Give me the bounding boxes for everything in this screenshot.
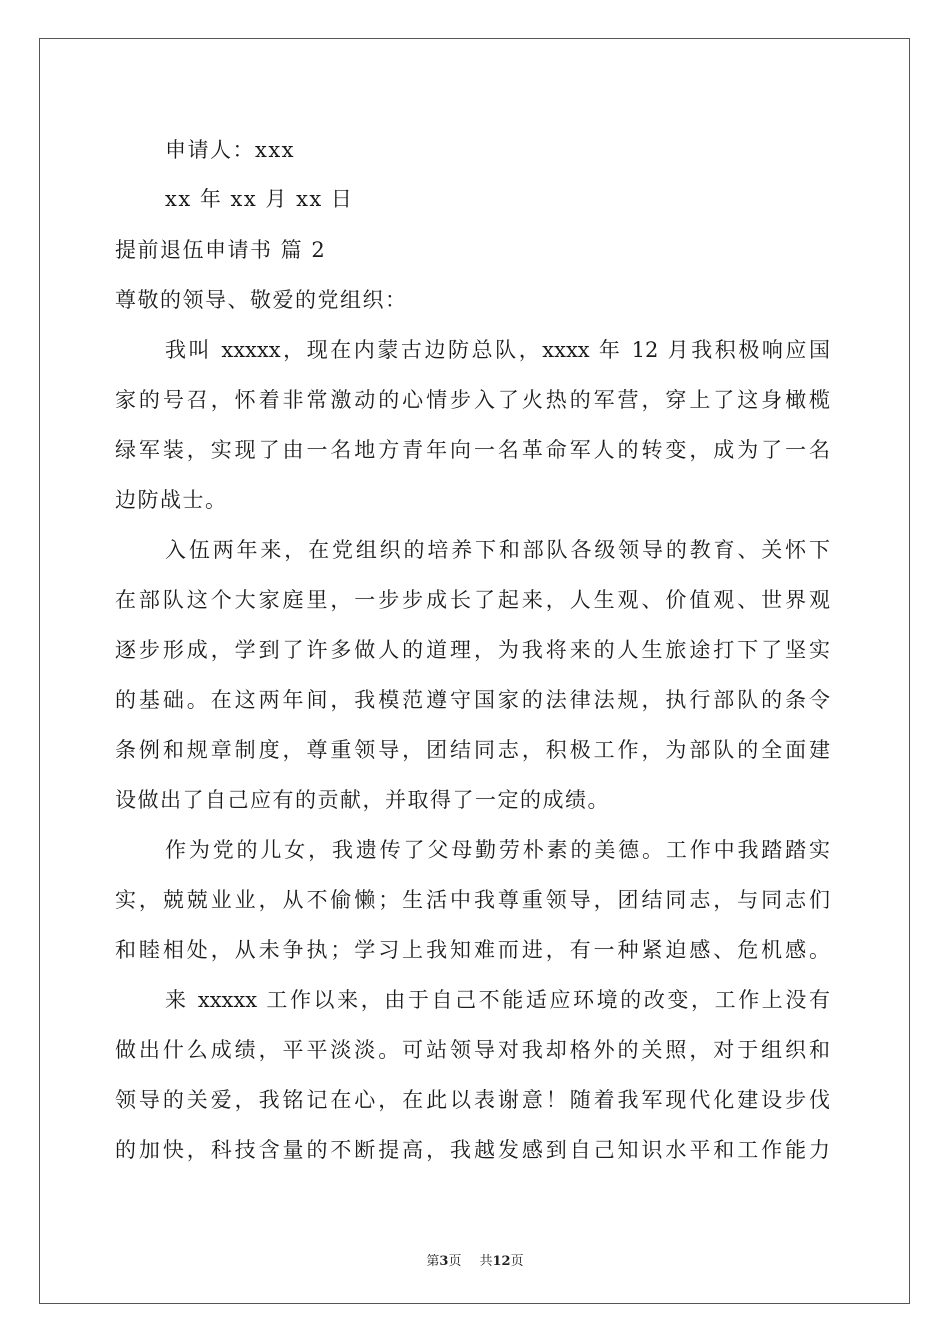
page-footer — [0, 1250, 950, 1269]
paragraph-line: 我叫 xxxxx，现在内蒙古边防总队，xxxx 年 12 月我积极响应国 — [165, 338, 830, 362]
section-title: 提前退伍申请书 篇 2 — [115, 238, 327, 262]
paragraph-line: 在部队这个大家庭里，一步步成长了起来，人生观、价值观、世界观 — [115, 588, 830, 612]
paragraph-line: 入伍两年来，在党组织的培养下和部队各级领导的教育、关怀下 — [165, 538, 830, 562]
paragraph-line: 和睦相处，从未争执；学习上我知难而进，有一种紧迫感、危机感。 — [115, 938, 830, 962]
date-line: xx 年 xx 月 xx 日 — [165, 187, 354, 211]
total-label-prefix: 共 — [479, 1254, 493, 1269]
paragraph-line: 家的号召，怀着非常激动的心情步入了火热的军营，穿上了这身橄榄 — [115, 388, 830, 412]
salutation: 尊敬的领导、敬爱的党组织： — [115, 288, 408, 312]
paragraph-line: 来 xxxxx 工作以来，由于自己不能适应环境的改变，工作上没有 — [165, 988, 830, 1012]
paragraph-line: 绿军装，实现了由一名地方青年向一名革命军人的转变，成为了一名 — [115, 438, 830, 462]
paragraph-line: 设做出了自己应有的贡献，并取得了一定的成绩。 — [115, 788, 610, 812]
paragraph-line: 逐步形成，学到了许多做人的道理，为我将来的人生旅途打下了坚实 — [115, 638, 830, 662]
paragraph-line: 边防战士。 — [115, 488, 228, 512]
paragraph-line: 条例和规章制度，尊重领导，团结同志，积极工作，为部队的全面建 — [115, 738, 830, 762]
paragraph-line: 实，兢兢业业，从不偷懒；生活中我尊重领导，团结同志，与同志们 — [115, 888, 830, 912]
paragraph-line: 作为党的儿女，我遗传了父母勤劳朴素的美德。工作中我踏踏实 — [165, 838, 830, 862]
page-number: 3 — [439, 1254, 449, 1269]
page-border — [39, 38, 910, 1304]
paragraph-line: 的加快，科技含量的不断提高，我越发感到自己知识水平和工作能力 — [115, 1138, 830, 1162]
paragraph-line: 做出什么成绩，平平淡淡。可站领导对我却格外的关照，对于组织和 — [115, 1038, 830, 1062]
total-pages: 12 — [492, 1254, 511, 1269]
total-label-suffix: 页 — [510, 1254, 524, 1269]
page-label-suffix: 页 — [448, 1254, 462, 1269]
paragraph-line: 的基础。在这两年间，我模范遵守国家的法律法规，执行部队的条令 — [115, 688, 830, 712]
paragraph-line: 领导的关爱，我铭记在心，在此以表谢意！随着我军现代化建设步伐 — [115, 1088, 830, 1112]
page-label-prefix: 第 — [426, 1254, 440, 1269]
applicant-line: 申请人：xxx — [165, 138, 296, 162]
